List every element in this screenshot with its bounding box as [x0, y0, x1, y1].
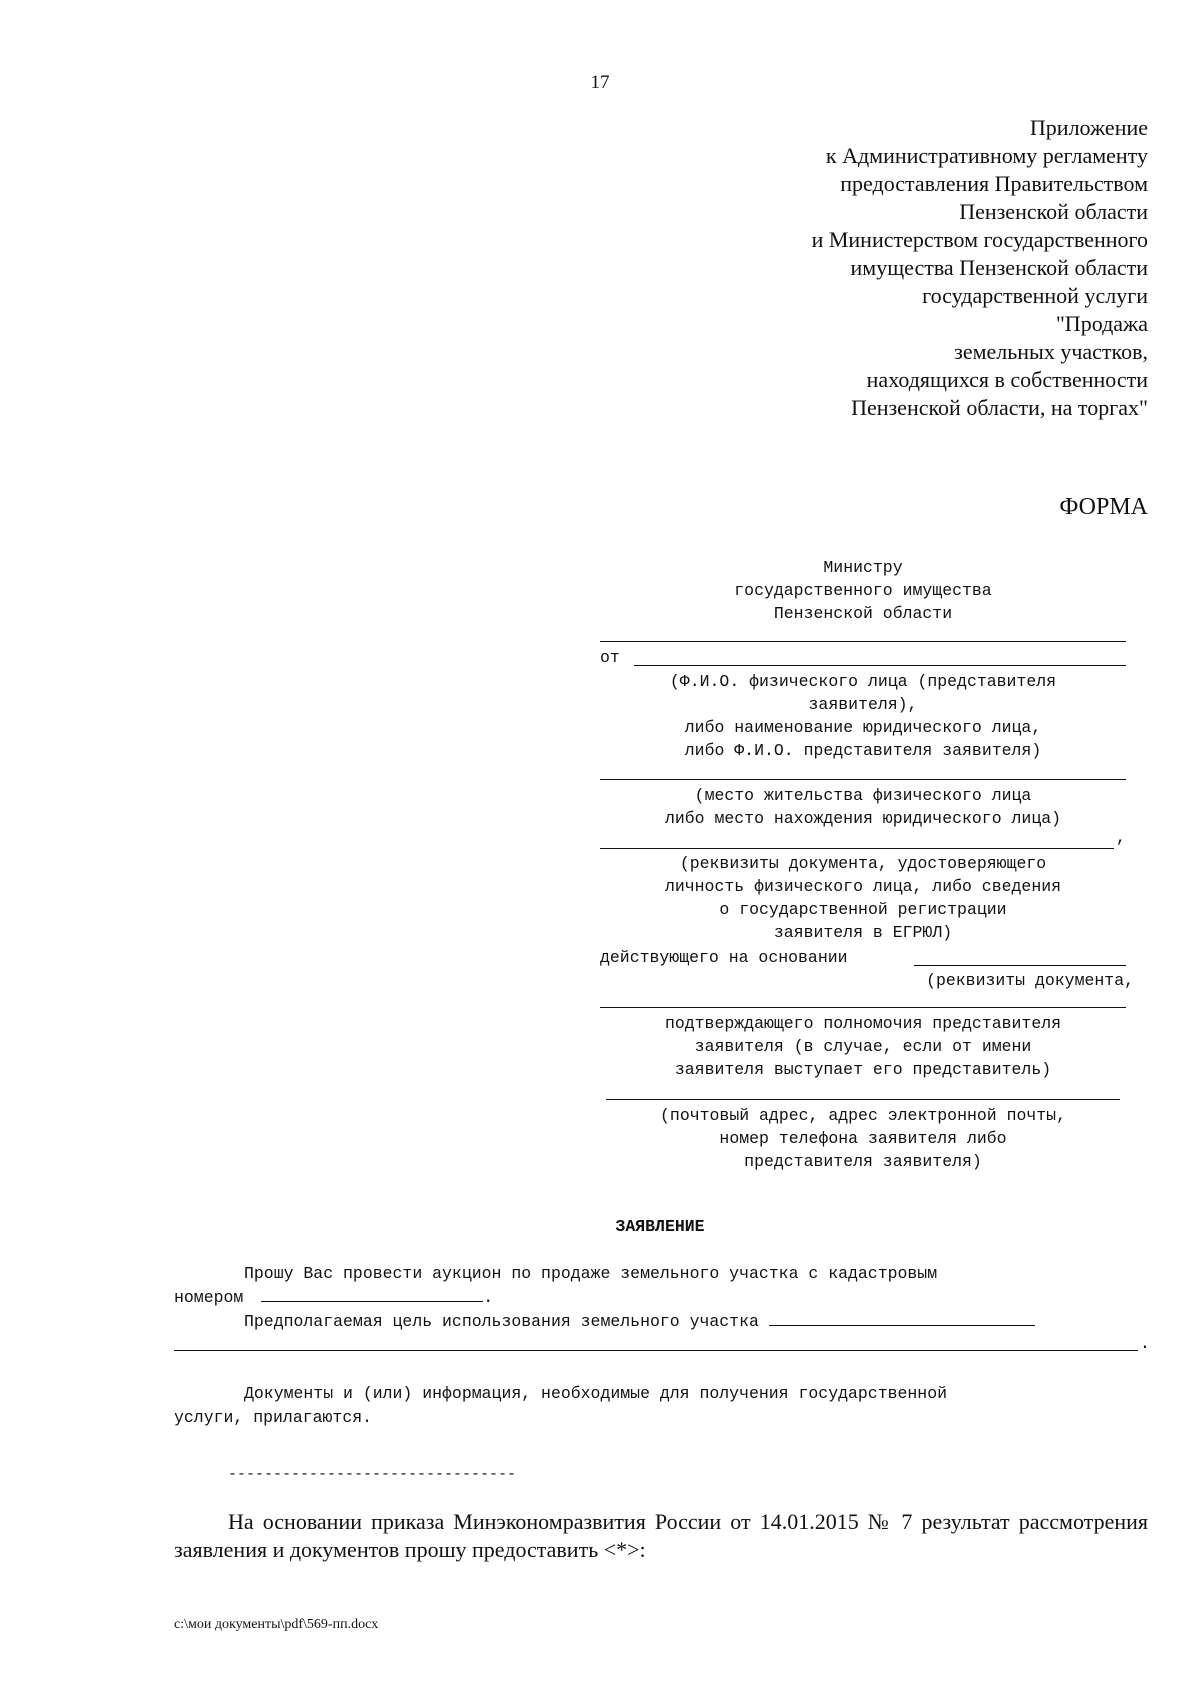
- application-title: ЗАЯВЛЕНИЕ: [615, 1217, 705, 1236]
- request-line-1: Прошу Вас провести аукцион по продаже земельного участка с кадастровым: [244, 1264, 938, 1283]
- annex-line: и Министерством государственного: [811, 227, 1148, 252]
- note-line: либо место нахождения юридического лица): [664, 809, 1062, 828]
- note-line: либо Ф.И.О. представителя заявителя): [684, 741, 1042, 760]
- footnote-separator: --------------------------------: [228, 1466, 517, 1483]
- annex-line: имущества Пензенской области: [850, 255, 1148, 280]
- note-line: заявителя (в случае, если от имени: [694, 1037, 1032, 1056]
- note-line: (реквизиты документа, удостоверяющего: [679, 854, 1047, 873]
- note-line: заявителя выступает его представитель): [674, 1060, 1052, 1079]
- purpose-label: Предполагаемая цель использования земельного участка: [244, 1312, 759, 1331]
- documents-line-2: услуги, прилагаются.: [174, 1408, 373, 1427]
- from-label: от: [600, 648, 620, 667]
- annex-line: находящихся в собственности: [866, 367, 1148, 392]
- note-line: (Ф.И.О. физического лица (представителя: [669, 672, 1057, 691]
- cadastral-number-blank: [261, 1287, 483, 1302]
- note-line: представителя заявителя): [744, 1152, 982, 1171]
- document-note: [600, 852, 1126, 944]
- page-number: 17: [590, 72, 610, 93]
- authority-note: [600, 1012, 1126, 1081]
- annex-line: к Административному регламенту: [825, 143, 1148, 168]
- cadastral-label: номером: [174, 1288, 244, 1307]
- purpose-blank: [769, 1311, 1035, 1326]
- blank-line: [600, 779, 1126, 780]
- file-path: c:\мои документы\pdf\569-пп.docx: [174, 1617, 379, 1632]
- annex-line: Пензенской области: [959, 199, 1148, 224]
- acting-note: (реквизиты документа,: [926, 971, 1134, 990]
- form-label: ФОРМА: [1059, 494, 1148, 520]
- addressee-line: Министру: [823, 558, 903, 577]
- note-line: о государственной регистрации: [719, 900, 1007, 919]
- blank-line: [600, 848, 1114, 849]
- note-line: (почтовый адрес, адрес электронной почты,: [660, 1106, 1066, 1125]
- annex-line: "Продажа: [1055, 311, 1148, 336]
- addressee-line: государственного имущества: [734, 581, 992, 600]
- basis-paragraph: На основании приказа Минэкономразвития России от 14.01.2015 № 7 результат рассмотрения заявления и документов прошу предоставить <*>:: [174, 1509, 1148, 1562]
- blank-line: [600, 1007, 1126, 1008]
- note-line: либо наименование юридического лица,: [684, 718, 1042, 737]
- note-line: номер телефона заявителя либо: [719, 1129, 1007, 1148]
- blank-line: [606, 1099, 1120, 1100]
- annex-header: [600, 114, 1148, 422]
- acting-label: действующего на основании: [600, 948, 848, 967]
- acting-row: [600, 946, 1126, 969]
- annex-line: Пензенской области, на торгах": [851, 395, 1148, 420]
- fio-note: [600, 670, 1126, 762]
- purpose-blank-line: [174, 1350, 1138, 1351]
- annex-line: государственной услуги: [922, 283, 1148, 308]
- purpose-row: [244, 1310, 1035, 1334]
- blank-line: [600, 641, 1126, 642]
- contact-note: [600, 1104, 1126, 1173]
- period: .: [1140, 1334, 1150, 1353]
- note-line: заявителя в ЕГРЮЛ): [773, 923, 953, 942]
- addressee-line: Пензенской области: [773, 604, 953, 623]
- note-line: (место жительства физического лица: [694, 786, 1032, 805]
- annex-line: Приложение: [1029, 115, 1148, 140]
- period: .: [483, 1288, 494, 1307]
- note-line: подтверждающего полномочия представителя: [664, 1014, 1062, 1033]
- comma: ,: [1116, 828, 1126, 847]
- note-line: заявителя),: [808, 695, 918, 714]
- blank-line: [914, 965, 1126, 966]
- annex-line: предоставления Правительством: [840, 171, 1148, 196]
- documents-line-1: Документы и (или) информация, необходимые для получения государственной: [244, 1384, 948, 1403]
- addressee-block: [600, 556, 1126, 625]
- annex-line: земельных участков,: [954, 339, 1148, 364]
- blank-line: [634, 665, 1126, 666]
- residence-note: [600, 784, 1126, 830]
- note-line: личность физического лица, либо сведения: [664, 877, 1062, 896]
- request-line-2: [174, 1286, 493, 1310]
